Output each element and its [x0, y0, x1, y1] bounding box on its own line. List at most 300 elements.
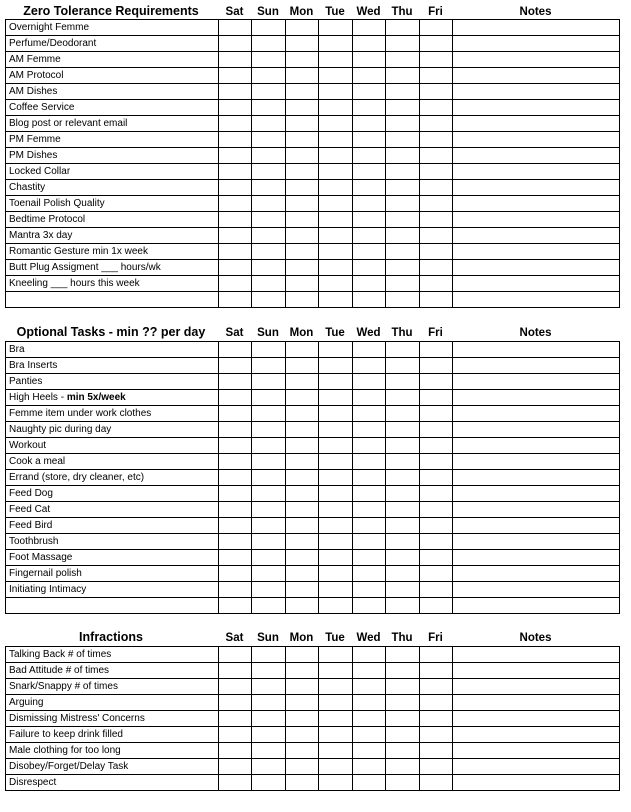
day-cell-mon[interactable] [286, 148, 319, 164]
day-cell-fri[interactable] [420, 132, 453, 148]
day-cell-tue[interactable] [319, 84, 353, 100]
day-cell-mon[interactable] [286, 743, 319, 759]
day-cell-sun[interactable] [252, 390, 286, 406]
day-cell-fri[interactable] [420, 438, 453, 454]
day-cell-thu[interactable] [386, 598, 420, 614]
day-cell-tue[interactable] [319, 228, 353, 244]
day-cell-wed[interactable] [353, 36, 386, 52]
day-cell-sat[interactable] [219, 132, 252, 148]
day-cell-fri[interactable] [420, 454, 453, 470]
day-cell-wed[interactable] [353, 228, 386, 244]
day-cell-wed[interactable] [353, 406, 386, 422]
day-cell-sat[interactable] [219, 374, 252, 390]
day-cell-thu[interactable] [386, 582, 420, 598]
notes-cell[interactable] [453, 228, 620, 244]
day-cell-wed[interactable] [353, 454, 386, 470]
day-cell-fri[interactable] [420, 647, 453, 663]
notes-cell[interactable] [453, 775, 620, 791]
day-cell-fri[interactable] [420, 212, 453, 228]
day-cell-thu[interactable] [386, 518, 420, 534]
day-cell-fri[interactable] [420, 566, 453, 582]
day-cell-thu[interactable] [386, 711, 420, 727]
day-cell-sun[interactable] [252, 20, 286, 36]
day-cell-sun[interactable] [252, 260, 286, 276]
day-cell-sun[interactable] [252, 228, 286, 244]
day-cell-thu[interactable] [386, 36, 420, 52]
day-cell-mon[interactable] [286, 759, 319, 775]
day-cell-wed[interactable] [353, 276, 386, 292]
day-cell-thu[interactable] [386, 647, 420, 663]
day-cell-thu[interactable] [386, 164, 420, 180]
day-cell-fri[interactable] [420, 534, 453, 550]
day-cell-fri[interactable] [420, 743, 453, 759]
notes-cell[interactable] [453, 743, 620, 759]
day-cell-sun[interactable] [252, 52, 286, 68]
day-cell-wed[interactable] [353, 260, 386, 276]
day-cell-sun[interactable] [252, 711, 286, 727]
day-cell-thu[interactable] [386, 566, 420, 582]
notes-cell[interactable] [453, 358, 620, 374]
notes-cell[interactable] [453, 663, 620, 679]
day-cell-sun[interactable] [252, 116, 286, 132]
day-cell-mon[interactable] [286, 276, 319, 292]
day-cell-thu[interactable] [386, 743, 420, 759]
day-cell-tue[interactable] [319, 550, 353, 566]
day-cell-sat[interactable] [219, 438, 252, 454]
notes-cell[interactable] [453, 727, 620, 743]
notes-cell[interactable] [453, 390, 620, 406]
day-cell-sun[interactable] [252, 454, 286, 470]
day-cell-mon[interactable] [286, 100, 319, 116]
notes-cell[interactable] [453, 164, 620, 180]
day-cell-sun[interactable] [252, 582, 286, 598]
day-cell-fri[interactable] [420, 775, 453, 791]
day-cell-sun[interactable] [252, 342, 286, 358]
day-cell-fri[interactable] [420, 727, 453, 743]
day-cell-tue[interactable] [319, 711, 353, 727]
notes-cell[interactable] [453, 68, 620, 84]
day-cell-tue[interactable] [319, 695, 353, 711]
day-cell-mon[interactable] [286, 180, 319, 196]
day-cell-mon[interactable] [286, 663, 319, 679]
notes-cell[interactable] [453, 244, 620, 260]
day-cell-sun[interactable] [252, 276, 286, 292]
day-cell-fri[interactable] [420, 148, 453, 164]
day-cell-fri[interactable] [420, 390, 453, 406]
day-cell-sun[interactable] [252, 647, 286, 663]
notes-cell[interactable] [453, 116, 620, 132]
day-cell-sun[interactable] [252, 518, 286, 534]
day-cell-wed[interactable] [353, 759, 386, 775]
day-cell-thu[interactable] [386, 550, 420, 566]
day-cell-tue[interactable] [319, 132, 353, 148]
day-cell-wed[interactable] [353, 743, 386, 759]
day-cell-thu[interactable] [386, 100, 420, 116]
notes-cell[interactable] [453, 342, 620, 358]
day-cell-thu[interactable] [386, 196, 420, 212]
day-cell-fri[interactable] [420, 679, 453, 695]
day-cell-sun[interactable] [252, 743, 286, 759]
day-cell-tue[interactable] [319, 212, 353, 228]
day-cell-sat[interactable] [219, 148, 252, 164]
day-cell-fri[interactable] [420, 663, 453, 679]
day-cell-sat[interactable] [219, 52, 252, 68]
day-cell-thu[interactable] [386, 663, 420, 679]
day-cell-fri[interactable] [420, 276, 453, 292]
notes-cell[interactable] [453, 100, 620, 116]
day-cell-tue[interactable] [319, 502, 353, 518]
day-cell-mon[interactable] [286, 260, 319, 276]
day-cell-tue[interactable] [319, 727, 353, 743]
day-cell-mon[interactable] [286, 582, 319, 598]
day-cell-sat[interactable] [219, 534, 252, 550]
day-cell-tue[interactable] [319, 260, 353, 276]
day-cell-sat[interactable] [219, 647, 252, 663]
notes-cell[interactable] [453, 196, 620, 212]
day-cell-wed[interactable] [353, 566, 386, 582]
day-cell-sat[interactable] [219, 406, 252, 422]
day-cell-fri[interactable] [420, 759, 453, 775]
day-cell-tue[interactable] [319, 534, 353, 550]
day-cell-fri[interactable] [420, 100, 453, 116]
day-cell-wed[interactable] [353, 100, 386, 116]
day-cell-sun[interactable] [252, 244, 286, 260]
day-cell-thu[interactable] [386, 116, 420, 132]
day-cell-mon[interactable] [286, 116, 319, 132]
day-cell-wed[interactable] [353, 196, 386, 212]
notes-cell[interactable] [453, 534, 620, 550]
day-cell-wed[interactable] [353, 518, 386, 534]
day-cell-thu[interactable] [386, 342, 420, 358]
day-cell-tue[interactable] [319, 180, 353, 196]
day-cell-mon[interactable] [286, 132, 319, 148]
day-cell-sat[interactable] [219, 196, 252, 212]
day-cell-wed[interactable] [353, 534, 386, 550]
notes-cell[interactable] [453, 647, 620, 663]
day-cell-tue[interactable] [319, 743, 353, 759]
day-cell-tue[interactable] [319, 276, 353, 292]
day-cell-wed[interactable] [353, 550, 386, 566]
day-cell-sat[interactable] [219, 260, 252, 276]
day-cell-mon[interactable] [286, 212, 319, 228]
day-cell-mon[interactable] [286, 164, 319, 180]
day-cell-sun[interactable] [252, 727, 286, 743]
notes-cell[interactable] [453, 470, 620, 486]
day-cell-sun[interactable] [252, 566, 286, 582]
day-cell-thu[interactable] [386, 244, 420, 260]
day-cell-sat[interactable] [219, 422, 252, 438]
day-cell-mon[interactable] [286, 374, 319, 390]
day-cell-tue[interactable] [319, 292, 353, 308]
day-cell-fri[interactable] [420, 36, 453, 52]
day-cell-sat[interactable] [219, 679, 252, 695]
day-cell-thu[interactable] [386, 727, 420, 743]
day-cell-mon[interactable] [286, 647, 319, 663]
day-cell-sun[interactable] [252, 486, 286, 502]
day-cell-thu[interactable] [386, 132, 420, 148]
notes-cell[interactable] [453, 711, 620, 727]
day-cell-mon[interactable] [286, 518, 319, 534]
day-cell-tue[interactable] [319, 518, 353, 534]
notes-cell[interactable] [453, 84, 620, 100]
day-cell-tue[interactable] [319, 470, 353, 486]
day-cell-mon[interactable] [286, 470, 319, 486]
day-cell-thu[interactable] [386, 502, 420, 518]
day-cell-tue[interactable] [319, 342, 353, 358]
day-cell-tue[interactable] [319, 647, 353, 663]
day-cell-sun[interactable] [252, 212, 286, 228]
day-cell-thu[interactable] [386, 212, 420, 228]
day-cell-thu[interactable] [386, 534, 420, 550]
day-cell-thu[interactable] [386, 390, 420, 406]
day-cell-sat[interactable] [219, 486, 252, 502]
day-cell-fri[interactable] [420, 582, 453, 598]
day-cell-sat[interactable] [219, 100, 252, 116]
day-cell-sat[interactable] [219, 68, 252, 84]
day-cell-sat[interactable] [219, 470, 252, 486]
day-cell-thu[interactable] [386, 374, 420, 390]
notes-cell[interactable] [453, 212, 620, 228]
day-cell-fri[interactable] [420, 358, 453, 374]
day-cell-mon[interactable] [286, 52, 319, 68]
day-cell-sun[interactable] [252, 598, 286, 614]
day-cell-fri[interactable] [420, 598, 453, 614]
day-cell-fri[interactable] [420, 68, 453, 84]
day-cell-thu[interactable] [386, 292, 420, 308]
day-cell-mon[interactable] [286, 196, 319, 212]
notes-cell[interactable] [453, 679, 620, 695]
day-cell-sat[interactable] [219, 36, 252, 52]
day-cell-mon[interactable] [286, 422, 319, 438]
day-cell-sun[interactable] [252, 438, 286, 454]
day-cell-sat[interactable] [219, 116, 252, 132]
notes-cell[interactable] [453, 36, 620, 52]
day-cell-sat[interactable] [219, 292, 252, 308]
day-cell-thu[interactable] [386, 438, 420, 454]
day-cell-thu[interactable] [386, 775, 420, 791]
day-cell-fri[interactable] [420, 695, 453, 711]
notes-cell[interactable] [453, 518, 620, 534]
day-cell-wed[interactable] [353, 582, 386, 598]
day-cell-wed[interactable] [353, 212, 386, 228]
day-cell-sat[interactable] [219, 518, 252, 534]
day-cell-mon[interactable] [286, 775, 319, 791]
day-cell-thu[interactable] [386, 228, 420, 244]
day-cell-thu[interactable] [386, 84, 420, 100]
day-cell-wed[interactable] [353, 711, 386, 727]
day-cell-sat[interactable] [219, 550, 252, 566]
day-cell-sun[interactable] [252, 68, 286, 84]
day-cell-tue[interactable] [319, 598, 353, 614]
day-cell-mon[interactable] [286, 84, 319, 100]
day-cell-mon[interactable] [286, 502, 319, 518]
day-cell-wed[interactable] [353, 422, 386, 438]
notes-cell[interactable] [453, 276, 620, 292]
day-cell-thu[interactable] [386, 695, 420, 711]
day-cell-thu[interactable] [386, 759, 420, 775]
day-cell-wed[interactable] [353, 68, 386, 84]
notes-cell[interactable] [453, 422, 620, 438]
day-cell-sat[interactable] [219, 20, 252, 36]
day-cell-mon[interactable] [286, 711, 319, 727]
day-cell-fri[interactable] [420, 228, 453, 244]
day-cell-wed[interactable] [353, 727, 386, 743]
day-cell-wed[interactable] [353, 647, 386, 663]
day-cell-wed[interactable] [353, 695, 386, 711]
day-cell-tue[interactable] [319, 582, 353, 598]
day-cell-tue[interactable] [319, 116, 353, 132]
day-cell-sat[interactable] [219, 727, 252, 743]
day-cell-sun[interactable] [252, 695, 286, 711]
day-cell-thu[interactable] [386, 358, 420, 374]
day-cell-sun[interactable] [252, 292, 286, 308]
day-cell-fri[interactable] [420, 486, 453, 502]
day-cell-wed[interactable] [353, 598, 386, 614]
day-cell-fri[interactable] [420, 342, 453, 358]
day-cell-sun[interactable] [252, 422, 286, 438]
day-cell-mon[interactable] [286, 727, 319, 743]
day-cell-sun[interactable] [252, 36, 286, 52]
day-cell-thu[interactable] [386, 276, 420, 292]
day-cell-sat[interactable] [219, 695, 252, 711]
day-cell-wed[interactable] [353, 52, 386, 68]
day-cell-wed[interactable] [353, 470, 386, 486]
day-cell-wed[interactable] [353, 390, 386, 406]
notes-cell[interactable] [453, 52, 620, 68]
day-cell-sat[interactable] [219, 212, 252, 228]
notes-cell[interactable] [453, 132, 620, 148]
day-cell-tue[interactable] [319, 422, 353, 438]
day-cell-fri[interactable] [420, 470, 453, 486]
day-cell-thu[interactable] [386, 52, 420, 68]
day-cell-mon[interactable] [286, 598, 319, 614]
day-cell-tue[interactable] [319, 164, 353, 180]
day-cell-fri[interactable] [420, 196, 453, 212]
day-cell-sun[interactable] [252, 358, 286, 374]
day-cell-sat[interactable] [219, 566, 252, 582]
day-cell-tue[interactable] [319, 244, 353, 260]
day-cell-sat[interactable] [219, 743, 252, 759]
day-cell-sat[interactable] [219, 775, 252, 791]
notes-cell[interactable] [453, 374, 620, 390]
day-cell-sat[interactable] [219, 228, 252, 244]
day-cell-wed[interactable] [353, 148, 386, 164]
day-cell-sun[interactable] [252, 84, 286, 100]
day-cell-sat[interactable] [219, 711, 252, 727]
day-cell-wed[interactable] [353, 84, 386, 100]
day-cell-wed[interactable] [353, 20, 386, 36]
day-cell-thu[interactable] [386, 260, 420, 276]
day-cell-fri[interactable] [420, 20, 453, 36]
day-cell-mon[interactable] [286, 292, 319, 308]
notes-cell[interactable] [453, 454, 620, 470]
day-cell-wed[interactable] [353, 244, 386, 260]
notes-cell[interactable] [453, 598, 620, 614]
day-cell-tue[interactable] [319, 374, 353, 390]
notes-cell[interactable] [453, 582, 620, 598]
notes-cell[interactable] [453, 292, 620, 308]
day-cell-tue[interactable] [319, 486, 353, 502]
day-cell-sat[interactable] [219, 502, 252, 518]
day-cell-sun[interactable] [252, 132, 286, 148]
day-cell-sat[interactable] [219, 342, 252, 358]
day-cell-fri[interactable] [420, 116, 453, 132]
day-cell-wed[interactable] [353, 358, 386, 374]
day-cell-wed[interactable] [353, 116, 386, 132]
day-cell-tue[interactable] [319, 406, 353, 422]
day-cell-tue[interactable] [319, 759, 353, 775]
day-cell-sat[interactable] [219, 84, 252, 100]
day-cell-wed[interactable] [353, 132, 386, 148]
day-cell-fri[interactable] [420, 164, 453, 180]
day-cell-fri[interactable] [420, 711, 453, 727]
day-cell-sat[interactable] [219, 180, 252, 196]
day-cell-fri[interactable] [420, 374, 453, 390]
day-cell-sun[interactable] [252, 502, 286, 518]
notes-cell[interactable] [453, 486, 620, 502]
day-cell-sun[interactable] [252, 679, 286, 695]
day-cell-thu[interactable] [386, 180, 420, 196]
day-cell-mon[interactable] [286, 679, 319, 695]
day-cell-tue[interactable] [319, 68, 353, 84]
notes-cell[interactable] [453, 20, 620, 36]
day-cell-sun[interactable] [252, 534, 286, 550]
day-cell-sun[interactable] [252, 196, 286, 212]
day-cell-mon[interactable] [286, 406, 319, 422]
day-cell-wed[interactable] [353, 164, 386, 180]
day-cell-fri[interactable] [420, 550, 453, 566]
notes-cell[interactable] [453, 566, 620, 582]
notes-cell[interactable] [453, 148, 620, 164]
day-cell-sun[interactable] [252, 180, 286, 196]
day-cell-wed[interactable] [353, 374, 386, 390]
day-cell-thu[interactable] [386, 486, 420, 502]
day-cell-mon[interactable] [286, 534, 319, 550]
notes-cell[interactable] [453, 695, 620, 711]
day-cell-sun[interactable] [252, 663, 286, 679]
day-cell-sun[interactable] [252, 550, 286, 566]
day-cell-wed[interactable] [353, 663, 386, 679]
day-cell-thu[interactable] [386, 470, 420, 486]
day-cell-sun[interactable] [252, 759, 286, 775]
day-cell-wed[interactable] [353, 292, 386, 308]
day-cell-mon[interactable] [286, 228, 319, 244]
notes-cell[interactable] [453, 180, 620, 196]
day-cell-mon[interactable] [286, 438, 319, 454]
day-cell-tue[interactable] [319, 775, 353, 791]
notes-cell[interactable] [453, 550, 620, 566]
day-cell-sun[interactable] [252, 406, 286, 422]
day-cell-tue[interactable] [319, 663, 353, 679]
notes-cell[interactable] [453, 759, 620, 775]
day-cell-mon[interactable] [286, 358, 319, 374]
day-cell-fri[interactable] [420, 292, 453, 308]
day-cell-tue[interactable] [319, 20, 353, 36]
day-cell-tue[interactable] [319, 358, 353, 374]
day-cell-thu[interactable] [386, 406, 420, 422]
day-cell-sat[interactable] [219, 358, 252, 374]
day-cell-fri[interactable] [420, 180, 453, 196]
day-cell-sun[interactable] [252, 100, 286, 116]
day-cell-fri[interactable] [420, 422, 453, 438]
day-cell-sun[interactable] [252, 164, 286, 180]
day-cell-tue[interactable] [319, 196, 353, 212]
day-cell-sat[interactable] [219, 582, 252, 598]
day-cell-thu[interactable] [386, 20, 420, 36]
day-cell-sat[interactable] [219, 454, 252, 470]
day-cell-tue[interactable] [319, 390, 353, 406]
day-cell-wed[interactable] [353, 679, 386, 695]
